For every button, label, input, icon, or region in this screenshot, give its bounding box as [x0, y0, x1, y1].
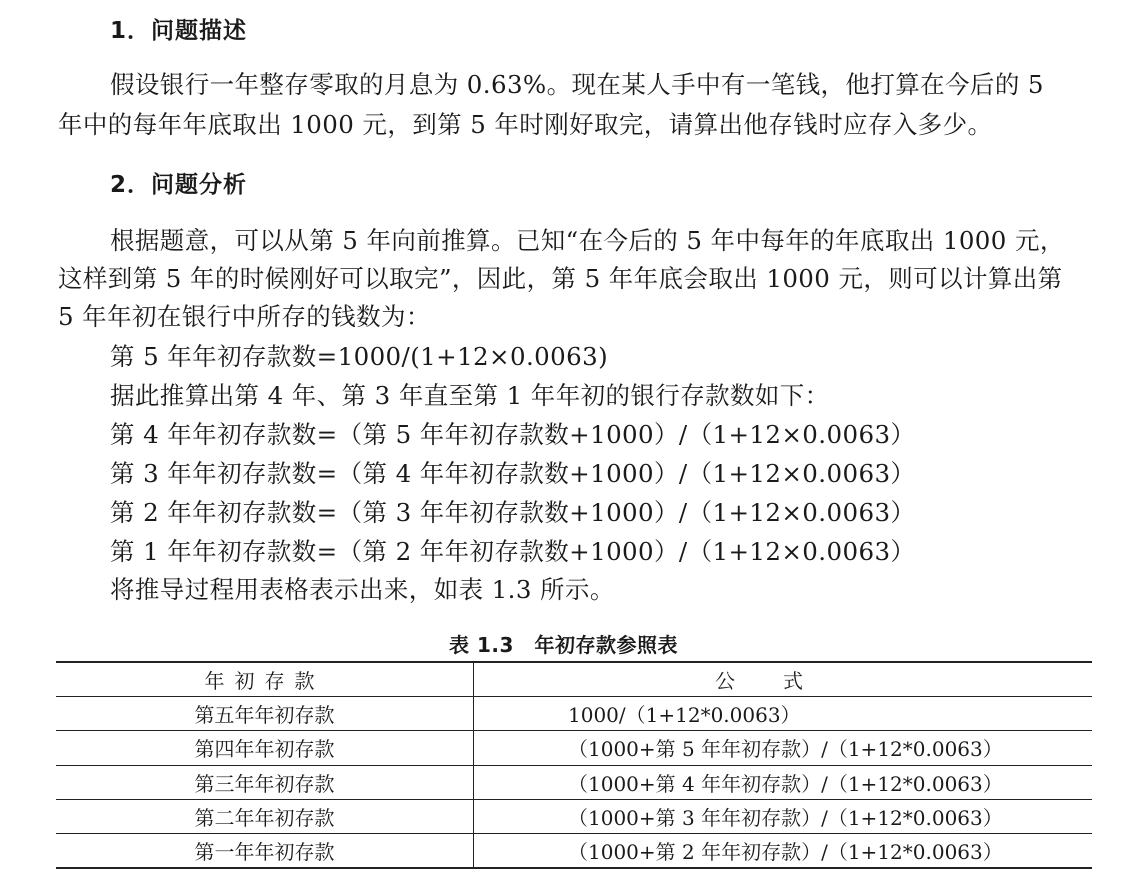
table-caption: 表 1.3 年初存款参照表 [449, 633, 678, 657]
header-cell-formula: 公式 [474, 662, 1093, 697]
formula-cell: （1000+第 3 年年初存款）/（1+12*0.0063） [474, 799, 1093, 833]
table-row [56, 799, 1092, 833]
paragraph-line: 年中的每年年底取出 1000 元，到第 5 年时刚好取完，请算出他存钱时应存入多少。 [58, 110, 993, 139]
table-row [56, 731, 1092, 765]
reference-table [56, 661, 1092, 869]
section-1-heading: 1．问题描述 [110, 18, 248, 44]
formula-line: 第 2 年年初存款数=（第 3 年年初存款数+1000）/（1+12×0.0063） [110, 498, 916, 527]
formula-cell: 1000/（1+12*0.0063） [474, 697, 1093, 731]
deposit-cell: 第二年年初存款 [56, 799, 474, 833]
table-row [56, 765, 1092, 799]
formula-line: 第 1 年年初存款数=（第 2 年年初存款数+1000）/（1+12×0.0063） [110, 537, 916, 566]
deposit-cell: 第三年年初存款 [56, 765, 474, 799]
paragraph-line: 假设银行一年整存零取的月息为 0.63%。现在某人手中有一笔钱，他打算在今后的 5 [110, 70, 1044, 99]
formula-line: 第 4 年年初存款数=（第 5 年年初存款数+1000）/（1+12×0.0063） [110, 420, 916, 449]
deposit-cell: 第五年年初存款 [56, 697, 474, 731]
formula-cell: （1000+第 5 年年初存款）/（1+12*0.0063） [474, 731, 1093, 765]
paragraph-line: 将推导过程用表格表示出来，如表 1.3 所示。 [110, 575, 615, 604]
table-row [56, 697, 1092, 731]
paragraph-line: 根据题意，可以从第 5 年向前推算。已知“在今后的 5 年中每年的年底取出 1000 元， [110, 226, 1065, 255]
section-2-heading: 2．问题分析 [110, 172, 248, 198]
formula-cell: （1000+第 2 年年初存款）/（1+12*0.0063） [474, 833, 1093, 868]
header-cell-deposit: 年初存款 [56, 662, 474, 697]
paragraph-line: 据此推算出第 4 年、第 3 年直至第 1 年年初的银行存款数如下： [110, 381, 830, 410]
deposit-cell: 第一年年初存款 [56, 833, 474, 868]
formula-line: 第 5 年年初存款数=1000/(1+12×0.0063) [110, 342, 609, 371]
paragraph-line: 5 年年初在银行中所存的钱数为： [58, 302, 431, 331]
formula-line: 第 3 年年初存款数=（第 4 年年初存款数+1000）/（1+12×0.0063） [110, 459, 916, 488]
formula-cell: （1000+第 4 年年初存款）/（1+12*0.0063） [474, 765, 1093, 799]
table-row [56, 833, 1092, 868]
table-header-row [56, 662, 1092, 697]
paragraph-line: 这样到第 5 年的时候刚好可以取完”，因此，第 5 年年底会取出 1000 元，则可以计算出第 [58, 264, 1063, 293]
deposit-cell: 第四年年初存款 [56, 731, 474, 765]
